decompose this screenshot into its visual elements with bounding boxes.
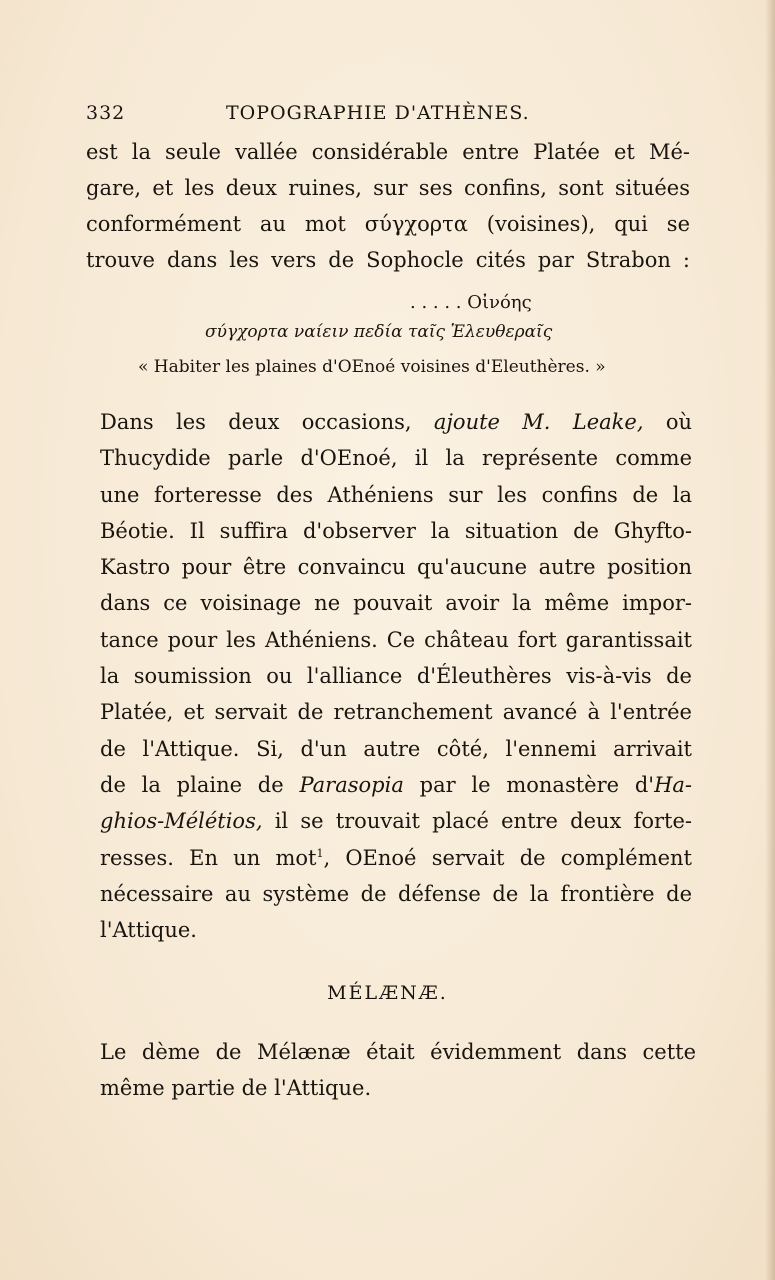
italic-span: ajoute M. Leake, [433, 410, 644, 434]
text-line: Thucydide parle d'OEnoé, il la représente comme [100, 446, 692, 471]
paragraph-3 [100, 1034, 696, 1106]
text-span: , OEnoé servait de complément [323, 845, 692, 870]
text-line [100, 404, 692, 440]
text-span: où [643, 410, 692, 434]
text-span: il se trouvait placé entre deux forte- [262, 809, 692, 834]
greek-quote-line-1: . . . . . Οἰνόης [410, 292, 532, 313]
page-number: 332 [86, 102, 126, 124]
text-line: gare, et les deux ruines, sur ses confins, sont situées [86, 176, 690, 200]
paragraph-2 [100, 404, 692, 948]
text-line [100, 767, 692, 803]
text-line: la soumission ou l'alliance d'Éleuthères vis-à-vis de [100, 664, 692, 689]
greek-quote-line-2: σύγχορτα ναίειν πεδία ταῖς Ἐλευθεραῖς [205, 322, 553, 342]
italic-span: Parasopia [299, 772, 404, 797]
text-line: nécessaire au système de défense de la frontière de [100, 881, 692, 906]
text-line [100, 803, 692, 839]
italic-span: Ha- [654, 772, 692, 797]
text-line: même partie de l'Attique. [100, 1076, 372, 1100]
page-edge-shadow [765, 0, 775, 1280]
running-title: TOPOGRAPHIE D'ATHÈNES. [226, 102, 530, 124]
text-span: resses. En un mot [100, 845, 317, 870]
footnote-marker: 1 [316, 846, 324, 860]
text-line: dans ce voisinage ne pouvait avoir la même impor- [100, 591, 692, 616]
text-line: Béotie. Il suffira d'observer la situation de Ghyfto- [100, 518, 692, 543]
paragraph-1 [86, 134, 690, 278]
section-title: MÉLÆNÆ. [327, 982, 448, 1004]
text-span: par le monastère d' [403, 772, 655, 797]
text-span: Dans les deux occasions, [100, 410, 434, 434]
text-line: conformément au mot σύγχορτα (voisines), qui se [86, 212, 690, 236]
text-line: une forteresse des Athéniens sur les confins de la [100, 482, 692, 507]
text-line: Kastro pour être convaincu qu'aucune autre position [100, 555, 692, 580]
italic-span: ghios-Mélétios, [100, 809, 263, 834]
text-line: tance pour les Athéniens. Ce château fort garantissait [100, 627, 692, 652]
text-line: est la seule vallée considérable entre Platée et Mé- [86, 140, 690, 164]
text-line [100, 840, 692, 876]
quote-translation: « Habiter les plaines d'OEnoé voisines d'Eleuthères. » [138, 357, 606, 377]
text-line: Platée, et servait de retranchement avancé à l'entrée [100, 700, 692, 725]
text-span: de la plaine de [100, 772, 300, 797]
text-line: l'Attique. [100, 918, 197, 943]
text-line: trouve dans les vers de Sophocle cités par Strabon : [86, 248, 690, 272]
text-line: Le dème de Mélænæ était évidemment dans cette [100, 1040, 696, 1064]
text-line: de l'Attique. Si, d'un autre côté, l'ennemi arrivait [100, 736, 692, 761]
